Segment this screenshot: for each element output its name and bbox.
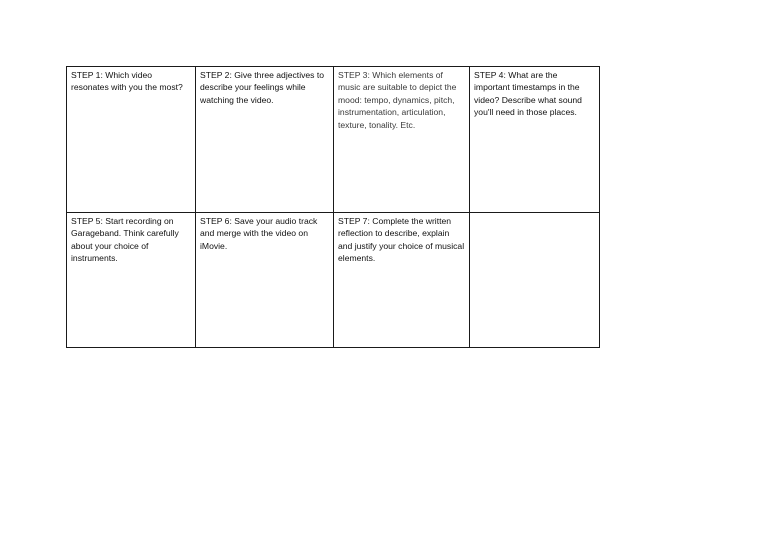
step-5-cell [67,213,196,348]
step-6-text: STEP 6: Save your audio track and merge with the video on iMovie. [200,216,318,251]
step-2-cell [196,67,334,213]
step-1-text: STEP 1: Which video resonates with you the most? [71,70,183,93]
step-3-cell [334,67,470,213]
table-row [67,67,600,213]
step-4-cell [470,67,600,213]
empty-cell [470,213,600,348]
step-3-text: STEP 3: Which elements of music are suitable to depict the mood: tempo, dynamics, pitch, instrumentation, articulation, texture, tonality. Etc. [338,70,457,130]
step-7-text: STEP 7: Complete the written reflection to describe, explain and justify your choice of musical elements. [338,216,465,264]
steps-table [66,66,600,348]
step-4-text: STEP 4: What are the important timestamps in the video? Describe what sound you'll need in those places. [474,70,582,118]
step-1-cell [67,67,196,213]
step-2-text: STEP 2: Give three adjectives to describe your feelings while watching the video. [200,70,325,105]
step-6-cell [196,213,334,348]
step-5-text: STEP 5: Start recording on Garageband. Think carefully about your choice of instruments. [71,216,179,264]
step-7-cell [334,213,470,348]
table-row [67,213,600,348]
